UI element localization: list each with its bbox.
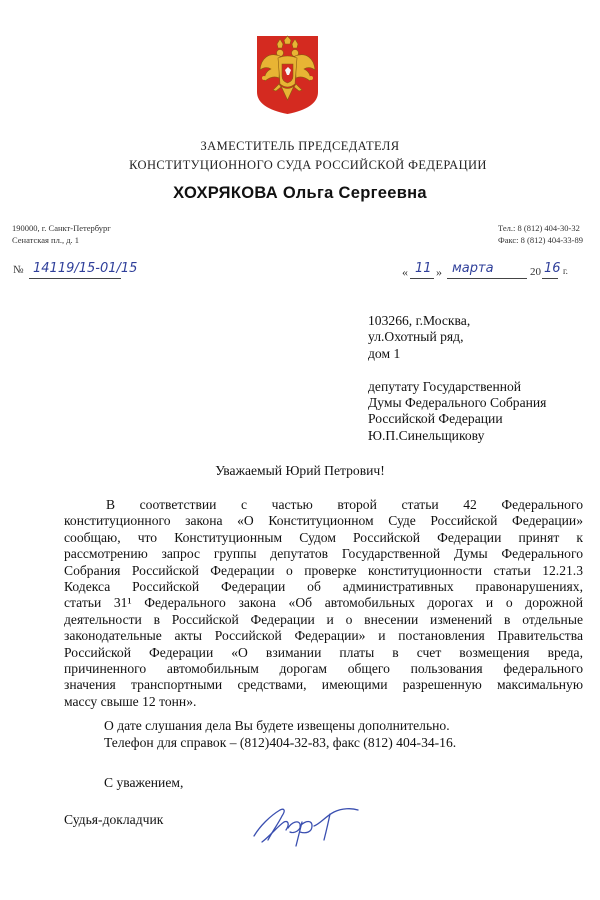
body-line: законодательные акты Российской Федерации» и постановления Правительства [64, 628, 583, 644]
body-line: Собрания Российской Федерации о проверке конституционности статьи 12.21.3 [64, 562, 583, 578]
body-line: массу свыше 12 тонн». [64, 693, 197, 709]
date-quote-close: » [436, 265, 442, 279]
greeting: Уважаемый Юрий Петрович! [215, 463, 385, 478]
date-month: марта [452, 261, 494, 276]
body-line: сообщаю, что Конституционным Судом Российской Федерации принят к [64, 529, 583, 545]
phone-number: Тел.: 8 (812) 404-30-32 [498, 223, 580, 233]
date-year-underline [542, 278, 558, 279]
office-title-line1: ЗАМЕСТИТЕЛЬ ПРЕДСЕДАТЕЛЯ [200, 139, 400, 153]
body-line: статьи 31¹ Федерального закона «Об автомобильных дорогах и о дорожной [64, 595, 583, 611]
inquiry-phone: Телефон для справок – (812)404-32-83, факс (812) 404-34-16. [104, 735, 457, 750]
body-line: Кодекса Российской Федерации об административных правонарушениях, [64, 579, 583, 595]
reference-number: 14119/15-01/15 [33, 261, 138, 276]
date-day-underline [410, 278, 434, 279]
date-year-unit: г. [563, 266, 568, 276]
date-month-underline [447, 278, 527, 279]
recipient-line: Ю.П.Синельщикову [368, 427, 485, 443]
fax-number: Факс: 8 (812) 404-33-89 [498, 235, 583, 245]
closing: С уважением, [104, 775, 184, 790]
coat-of-arms-emblem [255, 34, 320, 116]
number-label: № [13, 264, 24, 276]
recipient-line: Российской Федерации [368, 411, 503, 427]
letter-body [64, 497, 583, 710]
sender-address-line2: Сенатская пл., д. 1 [12, 235, 80, 245]
recipient-line [368, 362, 546, 378]
body-line: рассмотрению запрос группы депутатов Государственной Думы Федерального [64, 546, 583, 562]
office-title-line2: КОНСТИТУЦИОННОГО СУДА РОССИЙСКОЙ ФЕДЕРАЦИИ [129, 158, 487, 172]
recipient-line: ул.Охотный ряд, [368, 329, 464, 345]
sender-address-line1: 190000, г. Санкт-Петербург [12, 223, 111, 233]
date-year-suffix: 16 [544, 261, 561, 276]
body-line: Российской Федерации «О взимании платы в счет возмещения вреда, [64, 644, 583, 660]
recipient-block [368, 313, 546, 444]
sender-address [12, 222, 111, 246]
recipient-line: 103266, г.Москва, [368, 313, 471, 328]
body-line: конституционного закона «О Конституционном Суде Российской Федерации» [64, 513, 583, 529]
handwritten-signature [250, 796, 360, 851]
body-line: деятельности в Российской Федерации и о внесении изменений в отдельные [64, 611, 583, 627]
official-name: ХОХРЯКОВА Ольга Сергеевна [173, 184, 427, 202]
signatory-title: Судья-докладчик [64, 812, 164, 827]
hearing-notice: О дате слушания дела Вы будете извещены дополнительно. [104, 718, 450, 733]
recipient-line: депутату Государственной [368, 378, 522, 394]
number-underline [29, 278, 121, 279]
sender-contacts [498, 222, 583, 246]
date-quote-open: « [402, 265, 408, 279]
date-day: 11 [415, 261, 432, 276]
date-year-prefix: 20 [530, 266, 541, 278]
body-line: В соответствии с частью второй статьи 42 Федерального [106, 497, 583, 512]
recipient-line: дом 1 [368, 345, 401, 361]
body-line: значения транспортными средствами, имеющими разрешенную максимальную [64, 677, 583, 693]
recipient-line: Думы Федерального Собрания [368, 395, 547, 411]
body-line: причиненного автомобильным дорогам общего пользования федерального [64, 661, 583, 677]
